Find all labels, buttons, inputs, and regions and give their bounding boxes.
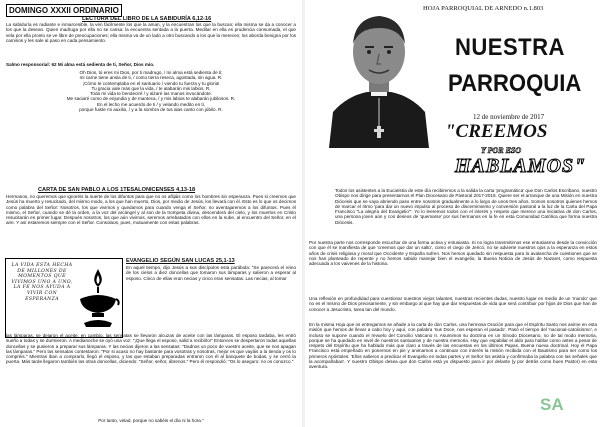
slogan-hablamos: HABLAMOS"	[455, 155, 587, 177]
issue-date: 12 de noviembre de 2017	[473, 113, 545, 121]
psalm-line: Tu gracia vale más que la vida, / te alabarán mis labios. R.	[91, 85, 211, 91]
watermark-text: SA	[540, 395, 564, 414]
quote-box	[5, 258, 123, 338]
masthead: HOJA PARROQUIAL DE ARNEDO n.1.803	[423, 5, 544, 12]
title-parroquia: PARROQUIA	[448, 70, 582, 97]
reading1-heading: LECTURA DEL LIBRO DE LA SABIDURÍA 6,12-16	[82, 16, 212, 22]
gospel-text-full: las lámparas, se dejaron el aceite; en cambio, las sensatas se llevaron alcuzas de aceite con las lámparas. El esposo tardaba, les entró sueño a todas y se durmieron. A medianoche se oyó una voz: "¡Que llega el esposo, salid a recibirlo!" Entonces se despertaron todas aquellas doncellas y se pusieron a preparar sus lámparas. Y las necias dijeron a las sensatas: "Dadnos un poco de vuestro aceite, que se nos apagan las lámparas." Pero las sensatas contestaron: "Por si acaso no hay bastante para vosotras y nosotras, mejor es que vayáis a la tienda y os lo compréis." Mientras iban a comprarlo, llegó el esposo, y las que estaban preparadas entraron con él al banquete de bodas, y se cerró la puerta. Más tarde llegaron también las otras doncellas, diciendo: "Señor, señor, ábrenos." Pero él respondió: "Os lo aseguro: no os conozco."	[6, 333, 296, 365]
title-nuestra: NUESTRA	[455, 34, 565, 61]
psalm-line: ¡Cómo te contemplaba en el santuario / viendo tu fuerza y tu gloria!	[82, 80, 220, 86]
slogan-creemos: "CREEMOS	[445, 121, 548, 142]
oil-lamp-icon	[76, 265, 120, 331]
psalm-line: En el lecho me acuerdo de ti / y velando medito en ti,	[96, 101, 206, 107]
psalm-response: Salmo responsorial: 62 Mi alma está sedienta de ti, Señor, Dios mío.	[6, 62, 155, 67]
article-paragraph-3: Una reflexión en profundidad para cuestionar nuestros viejos talantes, nuestras recientes dudas, nuestro lugar en medio de un 'mundo' que no es el mismo de Dios precisamente, y sin embargo al que hay que dar respuestas de vida que será contribuir por hijos de Dios que han de conocer a Jesucristo, tarea tan del mundo.	[309, 296, 597, 312]
gospel-text-side: En aquel tiempo, dijo Jesús a sus discípulos esta parábola: "Se parecerá el reino de los cielos a diez doncellas que tomaron sus lámparas y salieron a esperar al esposo. Cinco de ellas eran necias y cinco eran sensatas. Las necias, al tomar	[126, 265, 296, 281]
gospel-closing: Por tanto, velad, porque no sabéis el día ni la hora."	[98, 418, 204, 423]
slogan-y-por-eso: Y POR ESO	[481, 146, 522, 155]
right-page	[305, 0, 600, 427]
article-intro: Todos los asistentes a la Eucaristía de este día recibiremos a la salida la carta 'programática' que Don Carlos Escribano, nuestro Obispo nos dirige para presentarnos el Plan Diocesano de Pastoral 2017-2018. Quiere ser el arranque de una Misión en nuestra Diócesis que se vaya abriendo paso entre nosotros gradualmente a lo largo de unos tres años. Somos nosotros quienes hemos de marcar el ritmo 'para dar un nuevo impulso al proceso de discernimiento y conversión pastoral a la luz de la Carta del Papa Francisco "La alegría del Evangelio"'. Yo lo leeremos todos con el interés y respeto que merece una iniciativa de don Carlos, una persona joven aún y con deseos de 'quemarse' por sus hermanos en la fe en esta Comunidad Católica que forma nuestra Diócesis.	[335, 188, 597, 225]
psalm-line: Me saciaré como de enjundia y de manteca, / y mis labios te alabarán jubilosos. R.	[66, 96, 236, 102]
article-paragraph-4: En la misma Hoja que os entregamos se añade a la carta de don Carlos, una hermosa Oración para que el Espíritu Santo nos anime en esta misión que hemos de llevar a cabo hoy y aquí, con palabra 'sus Doce, nos esperan el pasado'. Pasó el tiempo del 'nacional-catolicismo', e incluso se supone cuando el revuelo del Concilio Vaticano II. Asumimos su doctrina en un Sínodo Diocesano, no de tal modo memoria, porque se ha quedado en nivel de nuestros santuarios y de nuestra memoria. Hay que espabilar el aldo para hablar como antes a pesar de respeto del Espíritu que ha hablado más que claro a través de las encuestas en los últimos Papas. Buena nueva doctrinal. Hoy el Papa Francisco está empeñado en ponernos en pie y animarnos a continuar con interés la misión recibida con el Bautismo para ser como los primeros Apóstoles: 'Ellos salieron a predicar el Evangelio en todas partes y el Señor los asistía y confirmaba la palabra con las señales que la acompañaban'. Y nuestro Obispo desea que don Carlos está yo dispuesto para ir por delante (y por detrás como buen Pastor) en esta aventura.	[309, 322, 597, 369]
article-paragraph-2: Por nuestra parte nos corresponde escuchar de una forma activa y entusiasta. Si no logra transmitirnos ese entusiasmo desde la convicción con que él se manifiesta de que 'creemos que dar un salto', como el ciego de Jericó, no se advierte nuestros ojos a la esperanza en estos años de crisis religiosa y moral que Occidente y España sufren. Nos hemos quedado sin respuesta para la avalancha de cuestiones que se nos han planteado de repente y no hemos sabido manejar bien el evangelio, la Buena Noticia de Jesús de Nazaret, como respuesta adecuada a los vaivenes de la historia.	[309, 240, 597, 266]
reading1-text: La sabiduría es radiante e inmarcesible, la ven fácilmente los que la aman, y la encuentran los que la buscan; ella misma se da a conocer a los que la desean. Quien madruga por ella no se cansa: la encuentra sentada a la puerta. Meditar en ella es prudencia consumada, el que vela por ella pronto se ve libre de preocupaciones; ella misma va de un lado a otro buscando a los que la merecen; los aborda benigna por los caminos y les sale al paso en cada pensamiento.	[6, 22, 296, 43]
reading2-text: Hermanos, no queremos que ignoréis la suerte de los difuntos para que no os aflijáis como los hombres sin esperanza. Pues si creemos que Jesús ha muerto y resucitado, del mismo modo, a los que han muerto, Dios, por medio de Jesús, los llevará con él. Esto es lo que os decimos como palabra del Señor: Nosotros, los que vivimos y quedamos para cuando venga el Señor, no aventajaremos a los difuntos. Pues él mismo, el Señor, cuando se dé la orden, a la voz del arcángel y al son de la trompeta divina, descenderá del cielo, y los muertos en Cristo resucitarán en primer lugar. Después nosotros, los que aún vivimos, seremos arrebatados con ellos en la nube, al encuentro del Señor, en el aire. Y así estaremos siempre con el Señor. Consolaos, pues, mutuamente con estas palabras.	[6, 194, 296, 226]
gospel-heading: EVANGELIO SEGÚN SAN LUCAS 25,1-13	[126, 258, 235, 264]
psalm-verses	[6, 70, 296, 112]
psalm-line: porque fuiste mi auxilio, / y a la sombra de tus alas canto con júbilo. R.	[79, 106, 223, 112]
psalm-line: Toda mi vida te bendeciré / y alzaré las manos invocándote.	[90, 91, 212, 96]
psalm-line: Oh Dios, tú eres mi Dios, por ti madrugo, / mi alma está sedienta de ti;	[79, 70, 223, 75]
psalm-line: mi carne tiene ansia de ti, / como tierra reseca, agostada, sin agua. R.	[79, 75, 223, 81]
watermark-logo	[540, 395, 600, 425]
sunday-title: DOMINGO XXXII ORDINARIO	[6, 4, 122, 17]
reading2-heading: CARTA DE SAN PABLO A LOS 1TESALONICENSES 4,13-18	[38, 187, 196, 193]
quote-text: LA VIDA ESTA HECHA DE MILLONES DE MOMENTOS QUE VIVIMOS UNO A UNO, LA FE NOS AYUDA A VIVIR CON ESPERANZA	[11, 263, 73, 302]
priest-photo	[327, 0, 431, 148]
